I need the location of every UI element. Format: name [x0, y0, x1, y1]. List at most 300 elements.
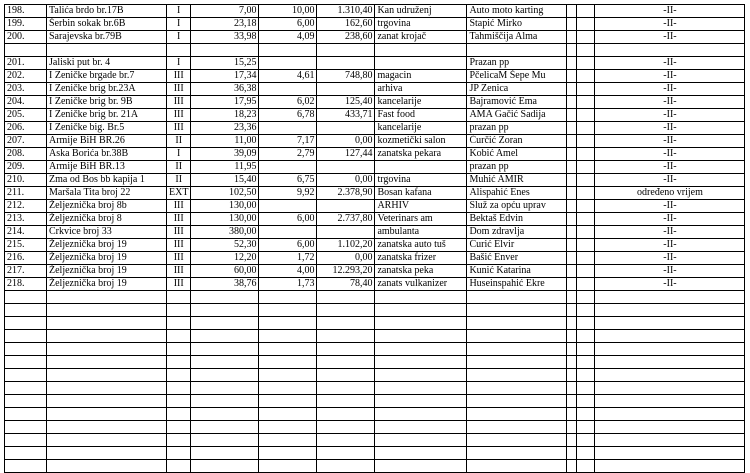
amount-cell — [317, 44, 375, 57]
area-cell: 11,00 — [191, 135, 259, 148]
empty-cell — [167, 330, 191, 343]
empty-cell — [191, 369, 259, 382]
table-row — [5, 174, 745, 187]
empty-cell — [375, 395, 467, 408]
empty-cell — [317, 330, 375, 343]
status-cell: -II- — [595, 70, 745, 83]
purpose-cell: arhiva — [375, 83, 467, 96]
empty-cell — [47, 330, 167, 343]
rate-cell — [259, 57, 317, 70]
empty-cell — [577, 421, 595, 434]
status-cell: -II- — [595, 252, 745, 265]
area-cell: 60,00 — [191, 265, 259, 278]
area-cell: 23,36 — [191, 122, 259, 135]
tenant-cell: prazan pp — [467, 122, 567, 135]
note-cell — [577, 5, 595, 18]
address-cell: Zma od Bos bb kapija 1 — [47, 174, 167, 187]
address-cell: Željeznička broj 19 — [47, 252, 167, 265]
table-row — [5, 109, 745, 122]
empty-cell — [595, 330, 745, 343]
rate-cell: 1,73 — [259, 278, 317, 291]
status-cell: -II- — [595, 239, 745, 252]
rate-cell — [259, 122, 317, 135]
note-cell — [577, 122, 595, 135]
empty-cell — [577, 395, 595, 408]
spacer-cell — [567, 5, 577, 18]
empty-cell — [595, 395, 745, 408]
empty-cell — [567, 304, 577, 317]
zone-cell: III — [167, 122, 191, 135]
zone-cell: III — [167, 200, 191, 213]
empty-cell — [375, 317, 467, 330]
address-cell: Armije BiH BR.26 — [47, 135, 167, 148]
empty-cell — [375, 447, 467, 460]
tenant-cell: Tahmiščija Alma — [467, 31, 567, 44]
address-cell — [47, 44, 167, 57]
tenant-cell: Ćurić Elvir — [467, 239, 567, 252]
table-row — [5, 265, 745, 278]
empty-cell — [47, 460, 167, 473]
note-cell — [577, 44, 595, 57]
zone-cell: III — [167, 252, 191, 265]
empty-cell — [47, 408, 167, 421]
zone-cell: III — [167, 109, 191, 122]
note-cell — [577, 31, 595, 44]
empty-cell — [467, 291, 567, 304]
purpose-cell: trgovina — [375, 18, 467, 31]
status-cell: -II- — [595, 200, 745, 213]
rate-cell: 6,78 — [259, 109, 317, 122]
empty-table-row — [5, 343, 745, 356]
empty-cell — [467, 447, 567, 460]
tenant-cell — [467, 44, 567, 57]
note-cell — [577, 265, 595, 278]
empty-cell — [5, 421, 47, 434]
empty-cell — [317, 382, 375, 395]
empty-cell — [5, 291, 47, 304]
empty-cell — [5, 356, 47, 369]
tenant-cell: Stapić Mirko — [467, 18, 567, 31]
empty-cell — [467, 395, 567, 408]
empty-cell — [47, 304, 167, 317]
status-cell: -II- — [595, 278, 745, 291]
table-row — [5, 18, 745, 31]
empty-cell — [375, 408, 467, 421]
table-row — [5, 5, 745, 18]
empty-cell — [167, 395, 191, 408]
rate-cell: 6,00 — [259, 239, 317, 252]
empty-cell — [577, 447, 595, 460]
rate-cell: 6,00 — [259, 213, 317, 226]
empty-cell — [375, 304, 467, 317]
row-number: 212. — [5, 200, 47, 213]
empty-table-row — [5, 460, 745, 473]
area-cell: 18,23 — [191, 109, 259, 122]
amount-cell: 0,00 — [317, 135, 375, 148]
address-cell: Maršala Tita broj 22 — [47, 187, 167, 200]
zone-cell: II — [167, 135, 191, 148]
rate-cell: 4,00 — [259, 265, 317, 278]
empty-cell — [317, 460, 375, 473]
empty-cell — [375, 330, 467, 343]
empty-cell — [567, 291, 577, 304]
empty-cell — [577, 304, 595, 317]
rate-cell: 7,17 — [259, 135, 317, 148]
row-number: 218. — [5, 278, 47, 291]
zone-cell: I — [167, 148, 191, 161]
empty-cell — [5, 395, 47, 408]
row-number: 202. — [5, 70, 47, 83]
area-cell: 15,25 — [191, 57, 259, 70]
empty-cell — [47, 343, 167, 356]
note-cell — [577, 70, 595, 83]
address-cell: I Zeničke brig br. 21A — [47, 109, 167, 122]
empty-cell — [577, 434, 595, 447]
amount-cell: 238,60 — [317, 31, 375, 44]
empty-cell — [567, 460, 577, 473]
table-row — [5, 148, 745, 161]
empty-table-row — [5, 369, 745, 382]
empty-cell — [577, 460, 595, 473]
empty-cell — [577, 330, 595, 343]
zone-cell: II — [167, 161, 191, 174]
tenant-cell: Kobić Amel — [467, 148, 567, 161]
empty-cell — [259, 447, 317, 460]
amount-cell — [317, 122, 375, 135]
empty-cell — [567, 408, 577, 421]
table-row — [5, 252, 745, 265]
purpose-cell — [375, 57, 467, 70]
status-cell: -II- — [595, 31, 745, 44]
empty-cell — [191, 395, 259, 408]
spacer-cell — [567, 148, 577, 161]
purpose-cell: zanatska peka — [375, 265, 467, 278]
purpose-cell: Fast food — [375, 109, 467, 122]
table-row — [5, 44, 745, 57]
zone-cell: I — [167, 31, 191, 44]
zone-cell: III — [167, 213, 191, 226]
empty-cell — [5, 330, 47, 343]
spacer-cell — [567, 252, 577, 265]
rate-cell: 6,00 — [259, 18, 317, 31]
table-body — [5, 5, 745, 473]
spacer-cell — [567, 44, 577, 57]
tenant-cell: Kunić Katarina — [467, 265, 567, 278]
purpose-cell: kozmetički salon — [375, 135, 467, 148]
amount-cell — [317, 161, 375, 174]
area-cell: 17,95 — [191, 96, 259, 109]
zone-cell: I — [167, 5, 191, 18]
empty-cell — [47, 421, 167, 434]
spacer-cell — [567, 31, 577, 44]
empty-cell — [5, 460, 47, 473]
amount-cell: 433,71 — [317, 109, 375, 122]
table-row — [5, 161, 745, 174]
purpose-cell: kancelarije — [375, 96, 467, 109]
empty-cell — [577, 291, 595, 304]
purpose-cell: trgovina — [375, 174, 467, 187]
zone-cell: III — [167, 265, 191, 278]
empty-cell — [259, 317, 317, 330]
address-cell: I Zeničke brig br. 9B — [47, 96, 167, 109]
empty-cell — [191, 434, 259, 447]
purpose-cell: zanat krojač — [375, 31, 467, 44]
spacer-cell — [567, 57, 577, 70]
tenant-cell: AMA Gačić Sadija — [467, 109, 567, 122]
status-cell: -II- — [595, 96, 745, 109]
purpose-cell: zanatska auto tuš — [375, 239, 467, 252]
purpose-cell: zanatska pekara — [375, 148, 467, 161]
empty-cell — [259, 460, 317, 473]
empty-cell — [317, 304, 375, 317]
spacer-cell — [567, 265, 577, 278]
zone-cell: I — [167, 57, 191, 70]
empty-cell — [467, 434, 567, 447]
status-cell: -II- — [595, 18, 745, 31]
zone-cell — [167, 44, 191, 57]
empty-cell — [5, 369, 47, 382]
spacer-cell — [567, 239, 577, 252]
address-cell: Željeznička broj 19 — [47, 239, 167, 252]
note-cell — [577, 148, 595, 161]
purpose-cell — [375, 44, 467, 57]
empty-cell — [317, 343, 375, 356]
amount-cell: 2.737,80 — [317, 213, 375, 226]
purpose-cell — [375, 161, 467, 174]
empty-cell — [5, 447, 47, 460]
empty-cell — [317, 408, 375, 421]
area-cell: 12,20 — [191, 252, 259, 265]
empty-cell — [167, 356, 191, 369]
empty-cell — [567, 421, 577, 434]
empty-cell — [595, 460, 745, 473]
note-cell — [577, 213, 595, 226]
area-cell: 130,00 — [191, 200, 259, 213]
empty-cell — [167, 408, 191, 421]
status-cell: -II- — [595, 83, 745, 96]
purpose-cell: zanats vulkanizer — [375, 278, 467, 291]
rate-cell — [259, 83, 317, 96]
empty-cell — [595, 343, 745, 356]
address-cell: Šerbin sokak br.6B — [47, 18, 167, 31]
empty-cell — [577, 408, 595, 421]
empty-table-row — [5, 434, 745, 447]
zone-cell: III — [167, 83, 191, 96]
area-cell: 102,50 — [191, 187, 259, 200]
purpose-cell: ARHIV — [375, 200, 467, 213]
row-number: 217. — [5, 265, 47, 278]
spacer-cell — [567, 135, 577, 148]
amount-cell — [317, 226, 375, 239]
area-cell: 7,00 — [191, 5, 259, 18]
zone-cell: II — [167, 174, 191, 187]
empty-cell — [167, 460, 191, 473]
empty-cell — [567, 382, 577, 395]
spacer-cell — [567, 187, 577, 200]
area-cell: 380,00 — [191, 226, 259, 239]
status-cell: -II- — [595, 148, 745, 161]
empty-cell — [259, 382, 317, 395]
amount-cell — [317, 57, 375, 70]
status-cell: -II- — [595, 57, 745, 70]
empty-cell — [595, 434, 745, 447]
tenant-cell: Čurčić Zoran — [467, 135, 567, 148]
rate-cell: 10,00 — [259, 5, 317, 18]
address-cell: Sarajevska br.79B — [47, 31, 167, 44]
table-row — [5, 57, 745, 70]
spacer-cell — [567, 122, 577, 135]
empty-cell — [191, 421, 259, 434]
area-cell: 15,40 — [191, 174, 259, 187]
zone-cell: EXT — [167, 187, 191, 200]
address-cell: Željeznička broj 8 — [47, 213, 167, 226]
rate-cell — [259, 161, 317, 174]
spacer-cell — [567, 174, 577, 187]
empty-cell — [259, 408, 317, 421]
purpose-cell: kancelarije — [375, 122, 467, 135]
status-cell: -II- — [595, 135, 745, 148]
empty-cell — [5, 304, 47, 317]
tenant-cell: JP Zenica — [467, 83, 567, 96]
purpose-cell: Kan udruženj — [375, 5, 467, 18]
note-cell — [577, 109, 595, 122]
status-cell: -II- — [595, 5, 745, 18]
rate-cell: 2,79 — [259, 148, 317, 161]
note-cell — [577, 278, 595, 291]
amount-cell: 125,40 — [317, 96, 375, 109]
empty-cell — [191, 343, 259, 356]
empty-table-row — [5, 330, 745, 343]
empty-cell — [595, 421, 745, 434]
purpose-cell: Bosan kafana — [375, 187, 467, 200]
amount-cell — [317, 200, 375, 213]
note-cell — [577, 83, 595, 96]
row-number: 215. — [5, 239, 47, 252]
zone-cell: III — [167, 278, 191, 291]
empty-table-row — [5, 395, 745, 408]
empty-table-row — [5, 317, 745, 330]
empty-cell — [317, 421, 375, 434]
row-number: 216. — [5, 252, 47, 265]
spacer-cell — [567, 161, 577, 174]
empty-cell — [467, 304, 567, 317]
area-cell: 11,95 — [191, 161, 259, 174]
empty-table-row — [5, 421, 745, 434]
table-row — [5, 239, 745, 252]
address-cell: Crkvice broj 33 — [47, 226, 167, 239]
empty-cell — [5, 408, 47, 421]
rate-cell: 1,72 — [259, 252, 317, 265]
empty-cell — [467, 460, 567, 473]
empty-cell — [467, 356, 567, 369]
empty-cell — [191, 382, 259, 395]
empty-cell — [467, 421, 567, 434]
empty-cell — [47, 369, 167, 382]
purpose-cell: zanatska frizer — [375, 252, 467, 265]
table-row — [5, 31, 745, 44]
note-cell — [577, 57, 595, 70]
spacer-cell — [567, 278, 577, 291]
empty-cell — [567, 447, 577, 460]
empty-cell — [167, 382, 191, 395]
empty-cell — [167, 304, 191, 317]
note-cell — [577, 200, 595, 213]
purpose-cell: Veterinars am — [375, 213, 467, 226]
address-cell: Talića brdo br.17B — [47, 5, 167, 18]
empty-cell — [47, 382, 167, 395]
row-number: 210. — [5, 174, 47, 187]
empty-cell — [259, 369, 317, 382]
address-cell: Željeznička broj 19 — [47, 265, 167, 278]
empty-cell — [259, 304, 317, 317]
tenant-cell: Alispahić Enes — [467, 187, 567, 200]
row-number: 203. — [5, 83, 47, 96]
empty-cell — [317, 395, 375, 408]
row-number: 209. — [5, 161, 47, 174]
empty-cell — [167, 421, 191, 434]
area-cell: 33,98 — [191, 31, 259, 44]
amount-cell: 127,44 — [317, 148, 375, 161]
note-cell — [577, 174, 595, 187]
address-cell: I Zeničke brig br.23A — [47, 83, 167, 96]
address-cell: Jaliski put br. 4 — [47, 57, 167, 70]
empty-cell — [467, 317, 567, 330]
purpose-cell: magacin — [375, 70, 467, 83]
empty-cell — [259, 356, 317, 369]
empty-cell — [595, 382, 745, 395]
empty-cell — [47, 434, 167, 447]
tenant-cell: Služ za opću uprav — [467, 200, 567, 213]
area-cell: 36,38 — [191, 83, 259, 96]
empty-cell — [567, 395, 577, 408]
address-cell: Željeznička broj 8b — [47, 200, 167, 213]
amount-cell: 1.102,20 — [317, 239, 375, 252]
table-row — [5, 70, 745, 83]
empty-cell — [167, 317, 191, 330]
amount-cell: 162,60 — [317, 18, 375, 31]
empty-cell — [167, 369, 191, 382]
row-number: 213. — [5, 213, 47, 226]
table-row — [5, 213, 745, 226]
empty-cell — [5, 434, 47, 447]
table-row — [5, 200, 745, 213]
empty-cell — [317, 291, 375, 304]
spacer-cell — [567, 226, 577, 239]
zone-cell: III — [167, 96, 191, 109]
empty-cell — [167, 343, 191, 356]
row-number: 205. — [5, 109, 47, 122]
row-number: 204. — [5, 96, 47, 109]
empty-table-row — [5, 382, 745, 395]
empty-cell — [577, 343, 595, 356]
status-cell: određeno vrijem — [595, 187, 745, 200]
area-cell: 130,00 — [191, 213, 259, 226]
tenant-cell: Bašić Enver — [467, 252, 567, 265]
table-row — [5, 187, 745, 200]
empty-cell — [567, 330, 577, 343]
empty-cell — [375, 356, 467, 369]
empty-cell — [167, 291, 191, 304]
spacer-cell — [567, 200, 577, 213]
empty-cell — [595, 447, 745, 460]
amount-cell: 2.378,90 — [317, 187, 375, 200]
rate-cell: 6,02 — [259, 96, 317, 109]
tenant-cell: PčelicaM Šepe Mu — [467, 70, 567, 83]
table-row — [5, 278, 745, 291]
row-number: 208. — [5, 148, 47, 161]
zone-cell: III — [167, 226, 191, 239]
amount-cell: 748,80 — [317, 70, 375, 83]
